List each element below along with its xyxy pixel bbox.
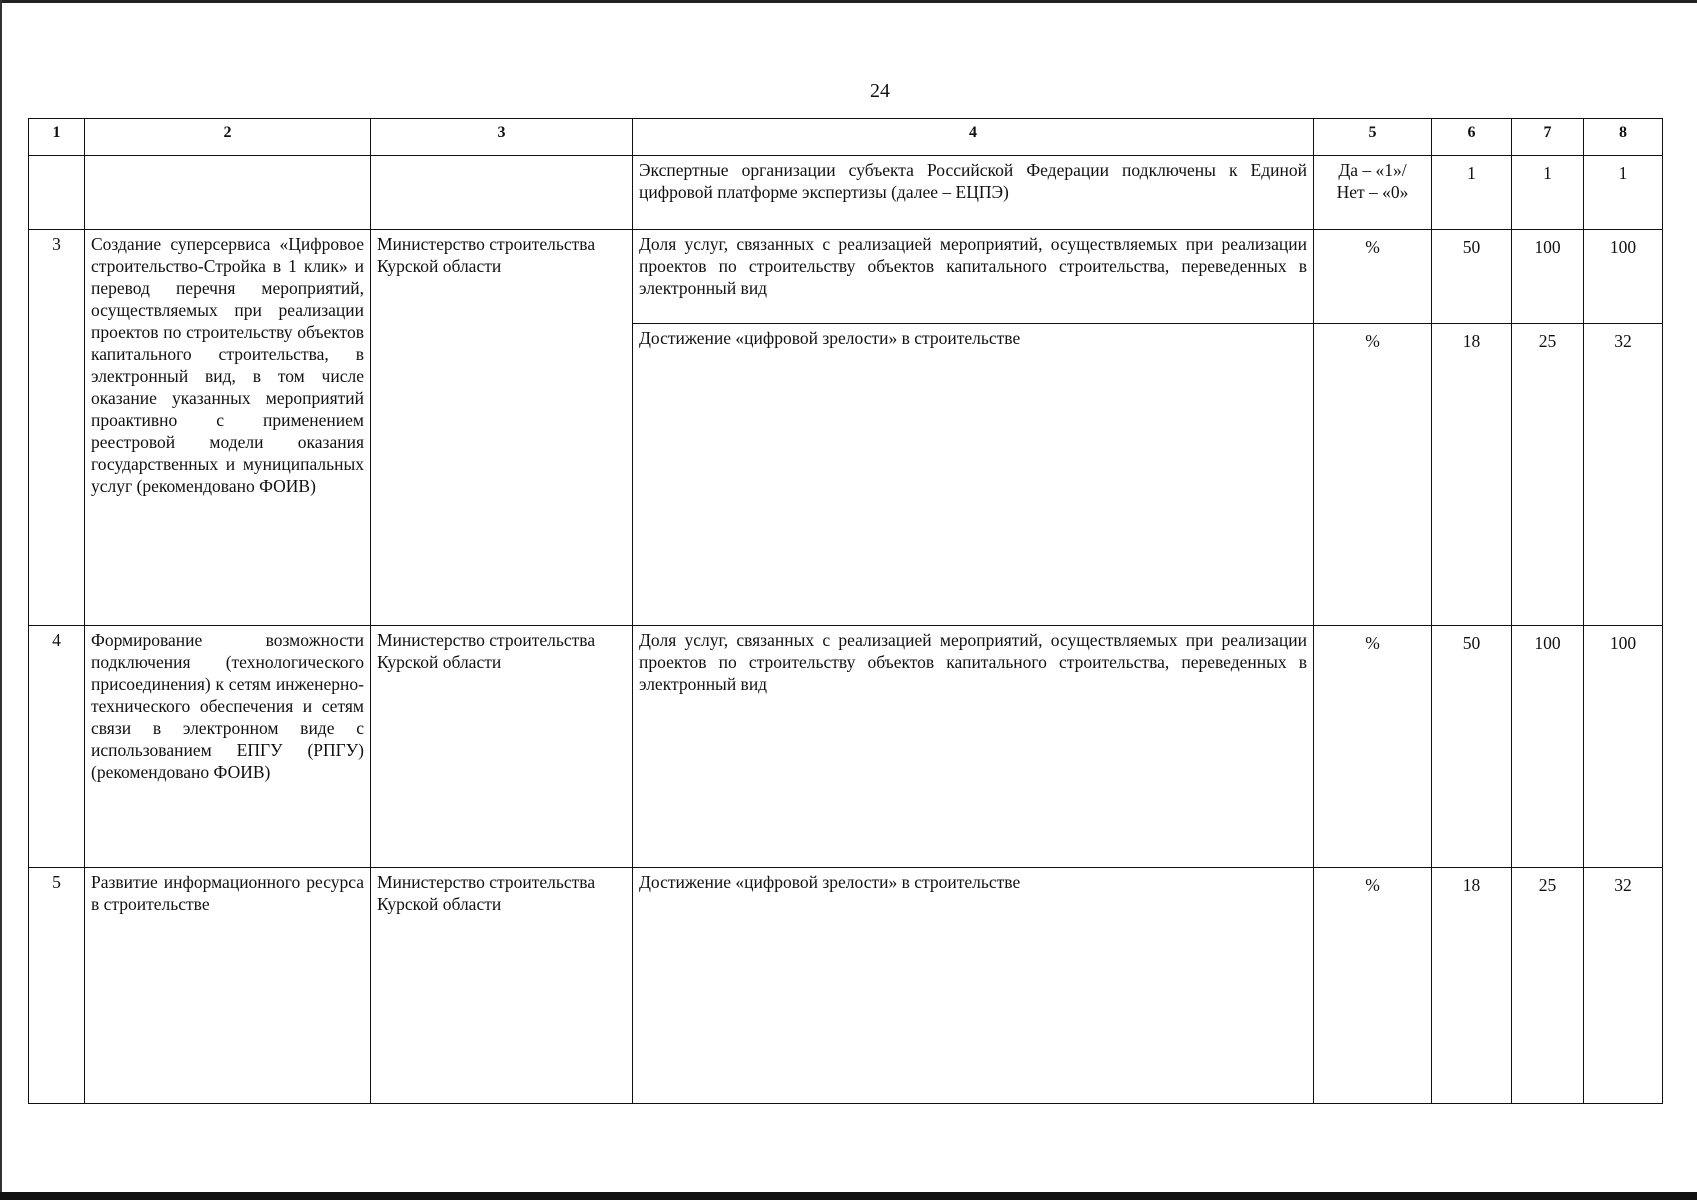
row-number-cell <box>29 156 85 230</box>
scan-edge-bottom <box>0 1192 1697 1200</box>
unit-cell <box>1314 156 1432 230</box>
value-cell: 100 <box>1584 626 1663 868</box>
row-number-cell: 4 <box>29 626 85 868</box>
row-number-cell: 3 <box>29 230 85 626</box>
table-row <box>29 626 1663 868</box>
executor-cell: Министерство строительства Курской области <box>371 230 633 626</box>
unit-cell: % <box>1314 324 1432 626</box>
executor-cell: Министерство строительства Курской области <box>371 626 633 868</box>
value-cell: 32 <box>1584 324 1663 626</box>
value-cell: 1 <box>1584 156 1663 230</box>
measure-name-cell: Создание суперсервиса «Цифровое строительство-Стройка в 1 клик» и перевод перечня мероприятий, осуществляемых при реализации проектов по строительству объектов капитального строительства, в электронный вид, в том числе оказание указанных мероприятий проактивно с применением реестровой модели оказания государственных и муниципальных услуг (рекомендовано ФОИВ) <box>85 230 371 626</box>
unit-no-text: Нет – «0» <box>1336 182 1409 202</box>
indicator-cell: Доля услуг, связанных с реализацией мероприятий, осуществляемых при реализации проектов по строительству объектов капитального строительства, переведенных в электронный вид <box>633 626 1314 868</box>
header-cell: 3 <box>371 119 633 156</box>
scan-edge-top <box>0 0 1697 3</box>
value-cell: 100 <box>1512 626 1584 868</box>
value-cell: 100 <box>1512 230 1584 324</box>
table-row <box>29 868 1663 1104</box>
value-cell: 25 <box>1512 324 1584 626</box>
value-cell: 50 <box>1432 626 1512 868</box>
scan-edge-left <box>0 0 2 1200</box>
executor-cell <box>371 156 633 230</box>
header-cell: 2 <box>85 119 371 156</box>
indicator-cell: Доля услуг, связанных с реализацией мероприятий, осуществляемых при реализации проектов по строительству объектов капитального строительства, переведенных в электронный вид <box>633 230 1314 324</box>
value-cell: 32 <box>1584 868 1663 1104</box>
value-cell: 18 <box>1432 868 1512 1104</box>
header-cell: 8 <box>1584 119 1663 156</box>
measure-name-cell <box>85 156 371 230</box>
table-row <box>29 156 1663 230</box>
value-cell: 1 <box>1512 156 1584 230</box>
value-cell: 50 <box>1432 230 1512 324</box>
unit-cell: % <box>1314 230 1432 324</box>
header-cell: 1 <box>29 119 85 156</box>
value-cell: 25 <box>1512 868 1584 1104</box>
value-cell: 1 <box>1432 156 1512 230</box>
indicator-cell: Достижение «цифровой зрелости» в строительстве <box>633 324 1314 626</box>
header-cell: 7 <box>1512 119 1584 156</box>
header-cell: 4 <box>633 119 1314 156</box>
table-row <box>29 230 1663 324</box>
page-number: 24 <box>870 80 890 102</box>
measure-name-cell: Формирование возможности подключения (технологического присоединения) к сетям инженерно-технического обеспечения и сетям связи в электронном виде с использованием ЕПГУ (РПГУ) (рекомендовано ФОИВ) <box>85 626 371 868</box>
value-cell: 18 <box>1432 324 1512 626</box>
row-number-cell: 5 <box>29 868 85 1104</box>
unit-yes-text: Да – «1»/ <box>1338 160 1407 180</box>
unit-cell: % <box>1314 626 1432 868</box>
value-cell: 100 <box>1584 230 1663 324</box>
executor-cell: Министерство строительства Курской области <box>371 868 633 1104</box>
indicator-cell: Экспертные организации субъекта Российской Федерации подключены к Единой цифровой платформе экспертизы (далее – ЕЦПЭ) <box>633 156 1314 230</box>
indicator-cell: Достижение «цифровой зрелости» в строительстве <box>633 868 1314 1104</box>
table-header-row <box>29 119 1663 156</box>
header-cell: 6 <box>1432 119 1512 156</box>
header-cell: 5 <box>1314 119 1432 156</box>
measure-name-cell: Развитие информационного ресурса в строительстве <box>85 868 371 1104</box>
indicators-table <box>28 118 1663 1104</box>
unit-cell: % <box>1314 868 1432 1104</box>
